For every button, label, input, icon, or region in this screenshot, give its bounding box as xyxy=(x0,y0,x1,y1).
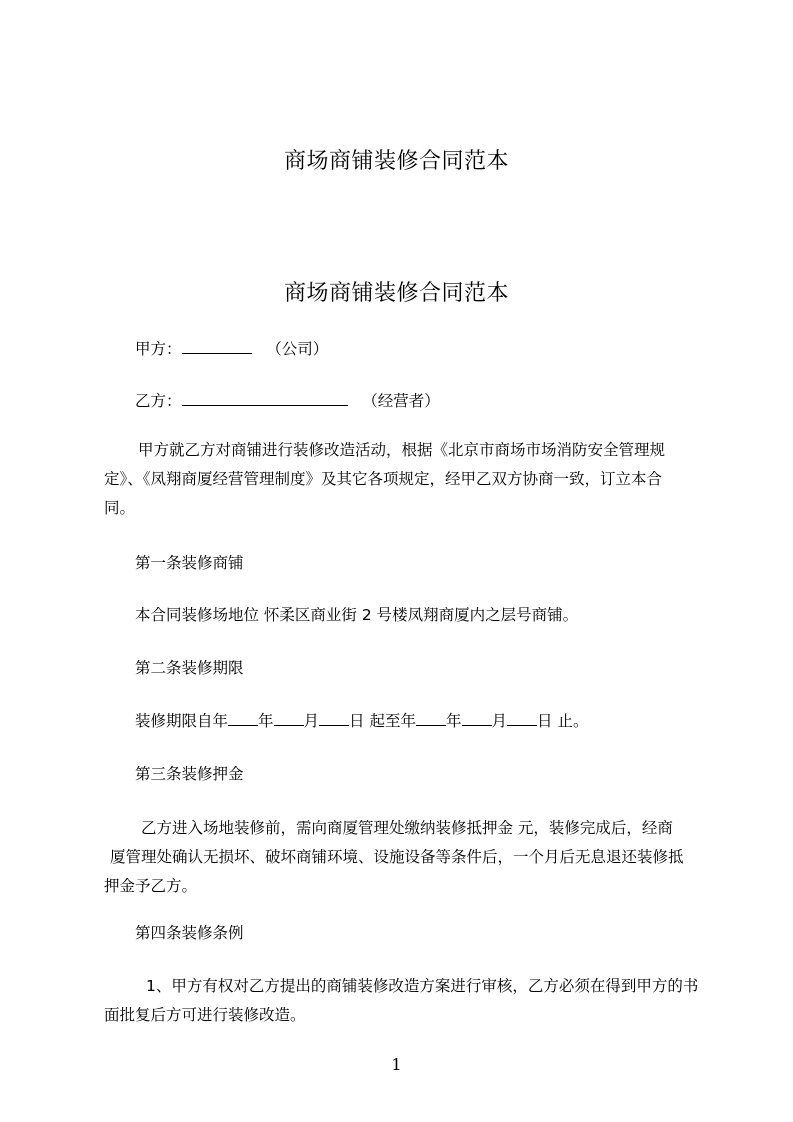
article-2-body xyxy=(135,709,588,731)
article-3-line: 厦管理处确认无损坏、破坏商铺环境、设施设备等条件后，一个月后无息退还装修抵 xyxy=(110,848,684,866)
article-4-item-1 xyxy=(104,972,699,1030)
intro-line: 同。 xyxy=(104,499,136,517)
intro-line: 甲方就乙方对商铺进行装修改造活动，根据《北京市商场市场消防安全管理规 xyxy=(138,441,666,459)
article-3-heading: 第三条装修押金 xyxy=(135,765,244,783)
blank-field xyxy=(507,711,537,726)
article-1-body: 本合同装修场地位 怀柔区商业街 2 号楼凤翔商厦内之层号商铺。 xyxy=(135,606,579,624)
blank-field xyxy=(319,711,349,726)
party-b-line xyxy=(135,389,440,411)
article-4-heading: 第四条装修条例 xyxy=(135,924,244,942)
blank-field xyxy=(274,711,304,726)
party-a-label: 甲方： xyxy=(135,340,182,358)
document-title-top: 商场商铺装修合同范本 xyxy=(283,149,509,174)
article-2-heading: 第二条装修期限 xyxy=(135,659,244,677)
party-a-blank xyxy=(182,339,252,354)
period-text: 装修期限自年 xyxy=(135,712,229,730)
page-number: 1 xyxy=(391,1055,402,1074)
article-3-paragraph xyxy=(104,814,694,901)
intro-line: 定》、《凤翔商厦经营管理制度》及其它各项规定，经甲乙双方协商一致，订立本合 xyxy=(104,470,663,488)
intro-paragraph xyxy=(104,436,694,523)
document-title-main: 商场商铺装修合同范本 xyxy=(283,281,509,306)
party-a-line xyxy=(135,337,328,359)
period-text: 年 xyxy=(445,712,462,730)
article-1-heading: 第一条装修商铺 xyxy=(135,554,244,572)
period-text: 年 xyxy=(258,712,274,730)
blank-field xyxy=(228,711,258,726)
party-a-suffix: （公司） xyxy=(266,340,329,358)
period-text: 月 xyxy=(491,712,508,730)
article-4-line: 1、甲方有权对乙方提出的商铺装修改造方案进行审核，乙方必须在得到甲方的书 xyxy=(146,977,699,995)
article-4-line: 面批复后方可进行装修改造。 xyxy=(104,1006,306,1024)
blank-field xyxy=(416,711,446,726)
blank-field xyxy=(462,711,492,726)
party-b-blank xyxy=(182,391,348,406)
period-text: 日 止。 xyxy=(537,712,589,730)
period-text: 日 起至年 xyxy=(349,712,416,730)
party-b-label: 乙方： xyxy=(135,392,182,410)
period-text: 月 xyxy=(303,712,320,730)
article-3-line: 押金予乙方。 xyxy=(104,877,198,895)
article-3-line: 乙方进入场地装修前，需向商厦管理处缴纳装修抵押金 元，装修完成后，经商 xyxy=(141,819,673,837)
party-b-suffix: （经营者） xyxy=(362,392,440,410)
